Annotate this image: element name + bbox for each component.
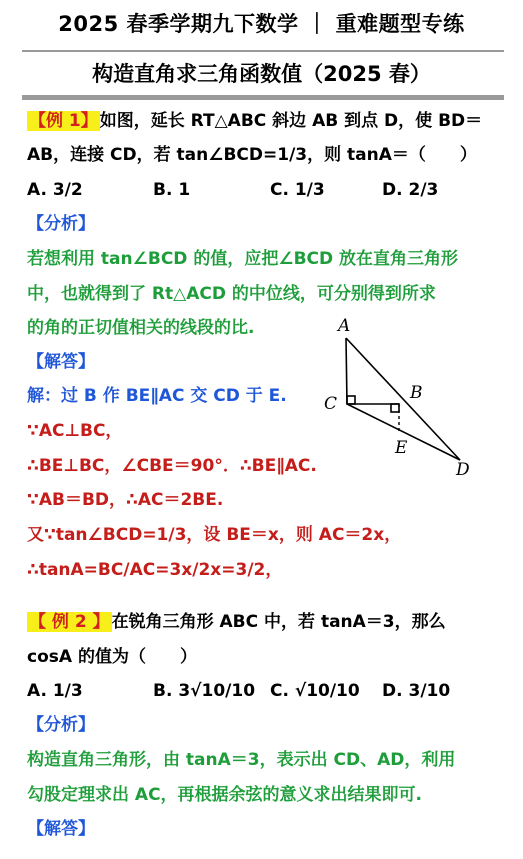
example1-options <box>27 180 507 200</box>
example2-question-text: 在锐角三角形 ABC 中，若 tanA＝3，那么 <box>111 612 446 632</box>
example1-solution-line <box>27 386 287 406</box>
right-angle-mark-b <box>391 404 399 412</box>
example2-question-line2: cosA 的值为（ ） <box>27 647 197 667</box>
example2-answer-heading: 【解答】 <box>27 819 95 839</box>
example2-option-a: A. 1/3 <box>27 681 83 701</box>
title-divider-bottom <box>22 95 504 100</box>
example2-analysis-heading: 【分析】 <box>27 715 95 735</box>
example1-tag: 【例 1】 <box>29 111 98 131</box>
example1-analysis-line: 若想利用 tan∠BCD 的值，应把∠BCD 放在直角三角形 <box>27 249 459 269</box>
segment-ac <box>346 338 347 404</box>
example1-solution-line: 又∵tan∠BCD=1/3，设 BE＝x，则 AC＝2x， <box>27 525 402 545</box>
triangle-figure <box>310 310 480 480</box>
example1-question-text: 如图，延长 RT△ABC 斜边 AB 到点 D，使 BD＝ <box>99 111 483 131</box>
page-title: 2025 春季学期九下数学 ｜ 重难题型专练 <box>58 12 465 36</box>
example1-question-line1 <box>27 111 482 131</box>
example2-option-d: D. 3/10 <box>382 681 451 701</box>
example2-options <box>27 681 507 701</box>
example1-question-line2: AB，连接 CD，若 tan∠BCD=1/3，则 tanA＝（ ） <box>27 145 477 165</box>
label-d: D <box>456 460 470 480</box>
example2-analysis-line: 勾股定理求出 AC，再根据余弦的意义求出结果即可. <box>27 785 423 805</box>
label-b: B <box>410 383 423 403</box>
example1-option-a: A. 3/2 <box>27 180 83 200</box>
example1-solution-line: ∴tanA=BC/AC=3x/2x=3/2， <box>27 560 283 580</box>
page-subtitle: 构造直角求三角函数值（2025 春） <box>92 62 431 86</box>
example1-analysis-heading: 【分析】 <box>27 214 95 234</box>
example1-analysis-line: 的角的正切值相关的线段的比. <box>27 318 255 338</box>
example1-solution-step: 解：过 B 作 BE∥AC 交 CD 于 E. <box>27 386 287 406</box>
example1-option-d: D. 2/3 <box>382 180 439 200</box>
label-c: C <box>324 394 338 414</box>
label-e: E <box>395 438 408 458</box>
example2-option-b: B. 3√10/10 <box>153 681 256 701</box>
example1-option-c: C. 1/3 <box>270 180 325 200</box>
example1-solution-line: ∴BE⊥BC，∠CBE＝90°．∴BE∥AC. <box>27 456 317 476</box>
label-a: A <box>338 316 351 336</box>
example1-solution-line: ∵AB＝BD，∴AC＝2BE. <box>27 490 224 510</box>
example2-analysis-line: 构造直角三角形，由 tanA＝3，表示出 CD、AD，利用 <box>27 750 456 770</box>
right-angle-mark-c <box>347 396 355 404</box>
title-divider-top <box>22 50 504 52</box>
example2-option-c: C. √10/10 <box>270 681 360 701</box>
example1-analysis-line: 中，也就得到了 Rt△ACD 的中位线，可分别得到所求 <box>27 284 436 304</box>
example1-answer-heading: 【解答】 <box>27 352 95 372</box>
example1-solution-line: ∵AC⊥BC， <box>27 421 123 441</box>
example2-tag: 【 例 2 】 <box>29 612 110 632</box>
example1-option-b: B. 1 <box>153 180 191 200</box>
example2-question-line1 <box>27 612 446 632</box>
